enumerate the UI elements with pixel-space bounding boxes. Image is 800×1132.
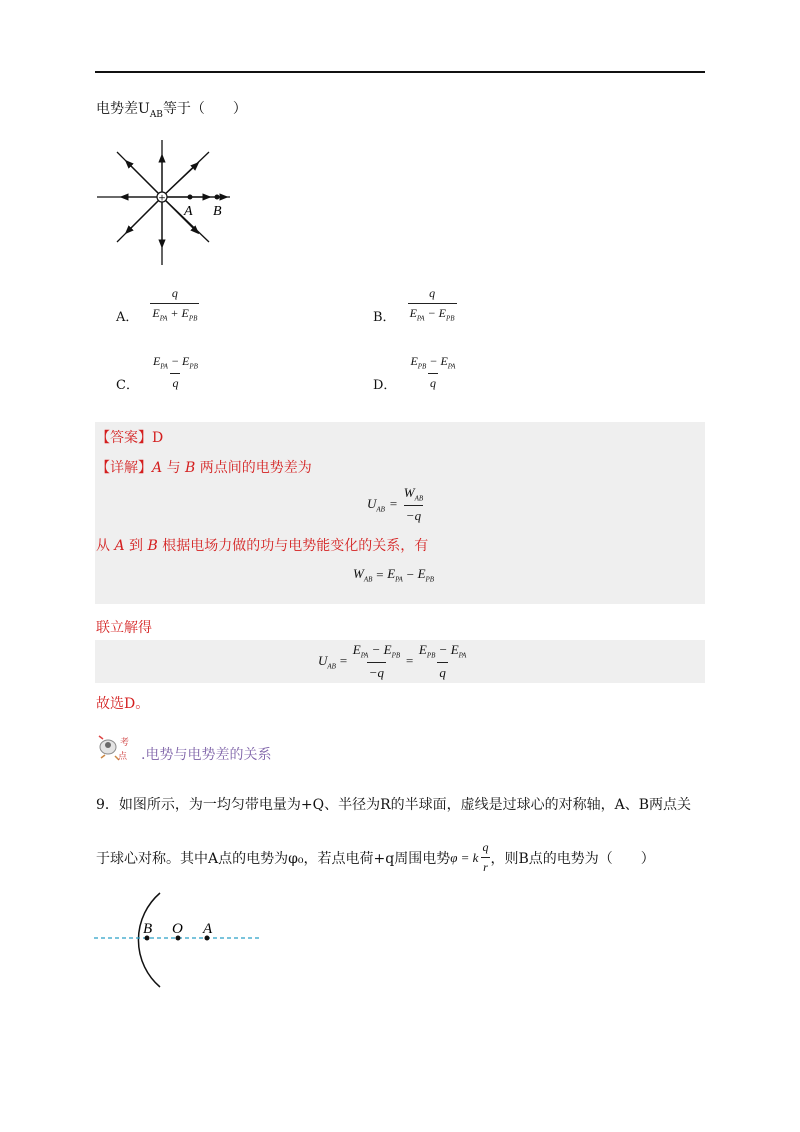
phi-formula: φ = k [450,849,479,865]
point-b [215,195,220,200]
option-b[interactable] [373,284,457,325]
option-d[interactable] [373,352,457,393]
option-fraction: $\frac{q}{E_{PA} - E_{PB}}$ [409,286,455,323]
stem-prefix: 电势差 [96,101,138,117]
option-fraction: $\frac{E_{PB} - E_{PA}}{q}$ [410,354,456,390]
question9-line2b: ，则B点的电势为（ ） [490,850,655,867]
question9-line2a: 于球心对称。其中A点的电势为φ₀，若点电荷+q周围电势 [96,850,451,867]
detail-a2: A [114,538,125,554]
label-b: B [213,204,222,219]
formula-uab-w: $U_{AB}$ = $\frac{W_{AB}}{-q}$ [367,485,424,523]
detail-from: 从 [96,538,110,554]
label-a: A [203,921,213,937]
stem-sub: AB [149,109,163,120]
badge-top: 考 [120,738,130,748]
conclusion-text: 故选D。 [96,696,150,712]
detail-and: 与 [166,460,181,476]
question9-line2 [96,840,655,875]
hemisphere-arc [138,893,160,987]
option-letter: C． [116,378,139,393]
hemisphere-figure [92,890,267,990]
option-letter: D． [373,378,397,393]
field-lines-figure [92,140,242,270]
phi-num: q [482,840,489,854]
option-fraction: $\frac{E_{PA} - E_{PB}}{q}$ [152,354,198,390]
detail-to: 到 [129,538,144,554]
charge-sign: + [158,193,166,204]
question-stem [96,98,247,120]
joint-solve-text: 联立解得 [96,620,152,636]
knowledge-point-text: .电势与电势差的关系 [141,747,272,763]
detail-label: 【详解】 [96,460,152,476]
formula-final: $U_{AB}$ = $\frac{E_{PA} - E_{PB}}{-q}$ = $\frac{E_{PB} - E_{PA}}{q}$ [318,642,467,680]
question9-line1: 9．如图所示，为一均匀带电量为+Q、半径为R的半球面，虚线是过球心的对称轴，A、B两点关 [96,797,692,813]
detail-line-1 [96,457,312,477]
stem-suffix: 等于（ ） [162,101,247,117]
detail-a: A [152,460,163,476]
formula-wab: $W_{AB}$ = $E_{PA}$ − $E_{PB}$ [353,566,435,584]
stem-u: U [138,101,150,117]
detail-b: B [185,460,196,476]
option-letter: B． [373,310,396,325]
phi-fraction [480,840,490,875]
detail-text2: 根据电场力做的功与电势能变化的关系，有 [162,538,429,554]
answer-line [96,427,163,447]
detail-line-2 [96,535,428,555]
detail-text1: 两点间的电势差为 [199,460,312,476]
option-letter: A． [116,310,139,325]
phi-den: r [481,857,490,875]
knowledge-point-badge [93,730,141,766]
answer-label: 【答案】 [96,430,152,446]
label-a: A [184,204,193,219]
point-a [188,195,193,200]
label-b: B [143,921,153,937]
kaodian-icon [93,730,141,766]
label-o: O [172,921,183,937]
header-rule [95,71,705,73]
option-fraction: $\frac{q}{E_{PA} + E_{PB}}$ [152,286,198,323]
detail-b2: B [147,538,158,554]
option-a[interactable] [116,284,199,325]
option-c[interactable] [116,352,200,393]
badge-bottom: 点 [118,752,128,762]
answer-value: D [152,430,164,446]
knowledge-point-label: 电势与电势差的关系 [145,747,272,763]
